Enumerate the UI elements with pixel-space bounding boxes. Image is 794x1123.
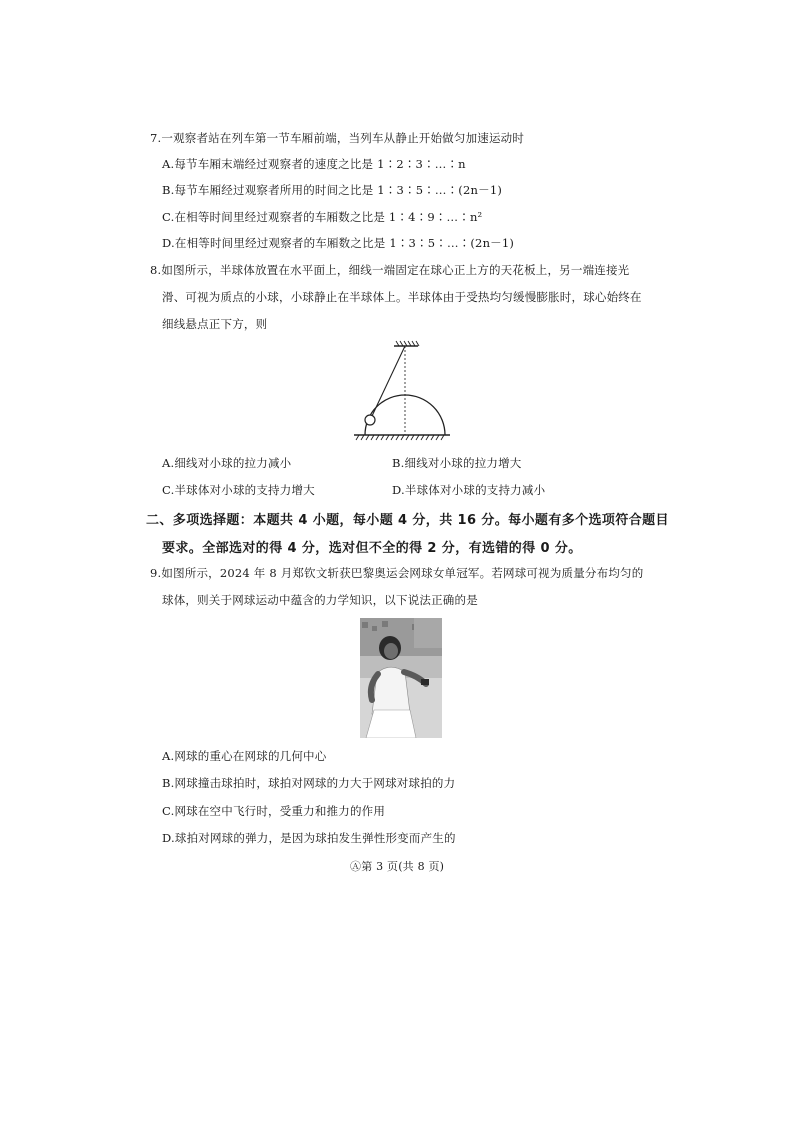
q7-stem: 7.一观察者站在列车第一节车厢前端，当列车从静止开始做匀加速运动时: [150, 131, 525, 145]
q8-stem-line-1: 8.如图所示，半球体放置在水平面上，细线一端固定在球心正上方的天花板上，另一端连接光: [150, 263, 630, 277]
q7-option-b: B.每节车厢经过观察者所用的时间之比是 1∶3∶5∶…∶(2n－1): [162, 183, 503, 197]
q8-option-a: A.细线对小球的拉力减小: [162, 456, 292, 470]
q9-option-a: A.网球的重心在网球的几何中心: [162, 749, 327, 763]
tennis-player-photo: [360, 618, 442, 738]
q7-option-a: A.每节车厢末端经过观察者的速度之比是 1∶2∶3∶…∶n: [162, 157, 466, 171]
section2-heading-line-2: 要求。全部选对的得 4 分，选对但不全的得 2 分，有选错的得 0 分。: [162, 541, 582, 556]
hemisphere-diagram: [350, 340, 460, 444]
q8-option-c: C.半球体对小球的支持力增大: [162, 483, 315, 497]
q8-option-d: D.半球体对小球的支持力减小: [392, 483, 546, 497]
q7-option-c: C.在相等时间里经过观察者的车厢数之比是 1∶4∶9∶…∶n²: [162, 210, 483, 224]
section2-heading-line-1: 二、多项选择题：本题共 4 小题，每小题 4 分，共 16 分。每小题有多个选项符合题目: [146, 513, 669, 528]
q9-stem-line-2: 球体，则关于网球运动中蕴含的力学知识，以下说法正确的是: [162, 593, 478, 607]
page-number-footer: Ⓐ第 3 页(共 8 页): [350, 860, 445, 873]
q8-stem-line-3: 细线悬点正下方，则: [162, 317, 268, 331]
q9-option-d: D.球拍对网球的弹力，是因为球拍发生弹性形变而产生的: [162, 831, 456, 845]
q8-option-b: B.细线对小球的拉力增大: [392, 456, 522, 470]
q7-option-d: D.在相等时间里经过观察者的车厢数之比是 1∶3∶5∶…∶(2n－1): [162, 236, 515, 250]
q9-option-c: C.网球在空中飞行时，受重力和推力的作用: [162, 804, 386, 818]
q9-stem-line-1: 9.如图所示，2024 年 8 月郑钦文斩获巴黎奥运会网球女单冠军。若网球可视为质量分布均匀的: [150, 566, 644, 580]
q9-option-b: B.网球撞击球拍时，球拍对网球的力大于网球对球拍的力: [162, 776, 456, 790]
q8-stem-line-2: 滑、可视为质点的小球，小球静止在半球体上。半球体由于受热均匀缓慢膨胀时，球心始终在: [162, 290, 642, 304]
